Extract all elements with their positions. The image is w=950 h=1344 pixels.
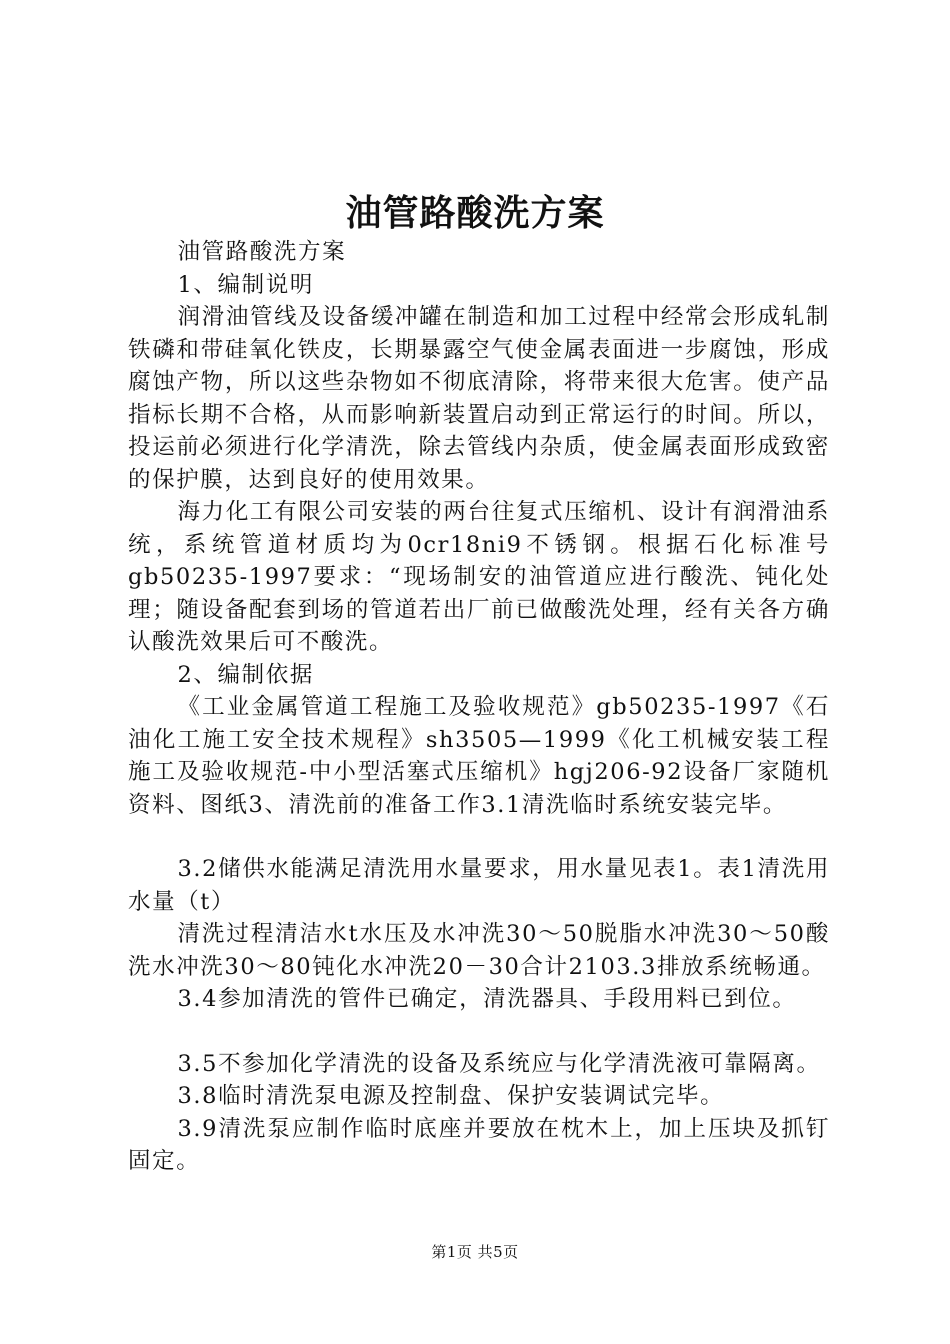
- paragraph-basis: 《工业金属管道工程施工及验收规范》gb50235-1997《石油化工施工安全技术规程》sh3505—1999《化工机械安装工程施工及验收规范-中小型活塞式压缩机》hgj206-92设备厂家随机资料、图纸3、清洗前的准备工作3.1清洗临时系统安装完毕。: [128, 694, 830, 818]
- paragraph-3-2: 3.2储供水能满足清洗用水量要求，用水量见表1。表1清洗用水量（t）: [128, 856, 830, 915]
- page-number: 第1页 共5页: [431, 1243, 519, 1261]
- paragraph-3-9: 3.9清洗泵应制作临时底座并要放在枕木上，加上压块及抓钉固定。: [128, 1115, 830, 1174]
- paragraph-water-table: 清洗过程清洁水t水压及水冲洗30～50脱脂水冲洗30～50酸洗水冲洗30～80钝化水冲洗20－30合计2103.3排放系统畅通。: [128, 921, 830, 980]
- paragraph-3-8: 3.8临时清洗泵电源及控制盘、保护安装调试完毕。: [177, 1083, 725, 1109]
- paragraph-section-1-heading: 1、编制说明: [177, 271, 314, 298]
- paragraph-section-2-heading: 2、编制依据: [177, 661, 314, 688]
- document-body: [128, 236, 830, 1178]
- document-title: 油管路酸洗方案: [345, 192, 605, 234]
- paragraph-company: 海力化工有限公司安装的两台往复式压缩机、设计有润滑油系统，系统管道材质均为0cr18ni9不锈钢。根据石化标准号gb50235-1997要求：“现场制安的油管道应进行酸洗、钝化处理；随设备配套到场的管道若出厂前已做酸洗处理，经有关各方确认酸洗效果后可不酸洗。: [128, 499, 830, 655]
- paragraph-description: 润滑油管线及设备缓冲罐在制造和加工过程中经常会形成轧制铁磷和带硅氧化铁皮，长期暴露空气使金属表面进一步腐蚀，形成腐蚀产物，所以这些杂物如不彻底清除，将带来很大危害。使产品指标长期不合格，从而影响新装置启动到正常运行的时间。所以，投运前必须进行化学清洗，除去管线内杂质，使金属表面形成致密的保护膜，达到良好的使用效果。: [128, 304, 830, 493]
- paragraph-subtitle: 油管路酸洗方案: [177, 239, 347, 265]
- paragraph-3-5: 3.5不参加化学清洗的设备及系统应与化学清洗液可靠隔离。: [177, 1050, 821, 1077]
- paragraph-3-4: 3.4参加清洗的管件已确定，清洗器具、手段用料已到位。: [177, 986, 797, 1012]
